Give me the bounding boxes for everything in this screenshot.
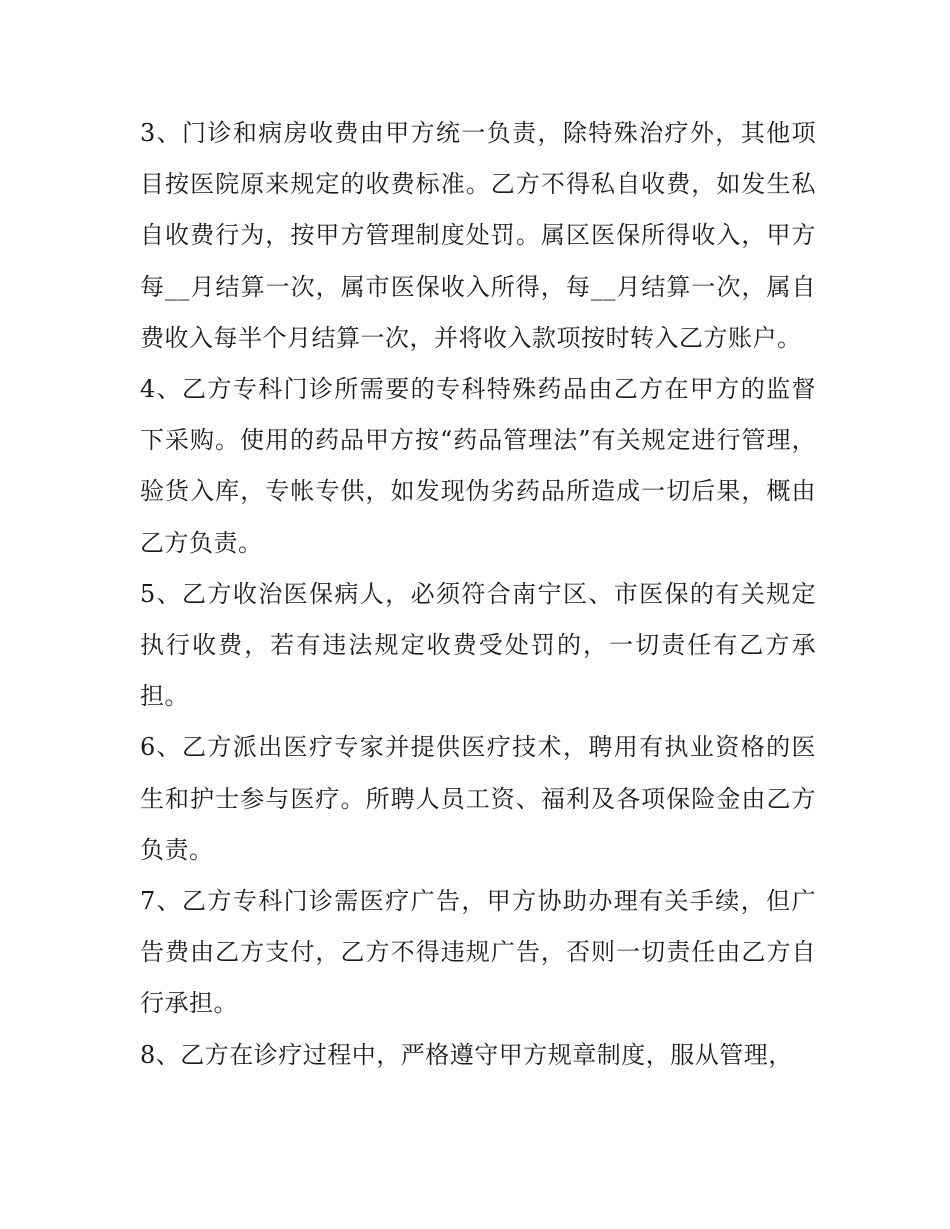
clause-6: 6、乙方派出医疗专家并提供医疗技术，聘用有执业资格的医生和护士参与医疗。所聘人员工资、福利及各项保险金由乙方负责。 [140,733,816,864]
clause-4: 4、乙方专科门诊所需要的专科特殊药品由乙方在甲方的监督下采购。使用的药品甲方按“药品管理法”有关规定进行管理，验货入库，专帐专供，如发现伪劣药品所造成一切后果，概由乙方负责。 [140,375,816,557]
clause-7: 7、乙方专科门诊需医疗广告，甲方协助办理有关手续，但广告费由乙方支付，乙方不得违规广告，否则一切责任由乙方自行承担。 [140,887,816,1018]
clause-3: 3、门诊和病房收费由甲方统一负责，除特殊治疗外，其他项目按医院原来规定的收费标准。乙方不得私自收费，如发生私自收费行为，按甲方管理制度处罚。属区医保所得收入，甲方每__月结算一次，属市医保收入所得，每__月结算一次，属自费收入每半个月结算一次，并将收入款项按时转入乙方账户。 [140,119,816,352]
clause-8: 8、乙方在诊疗过程中，严格遵守甲方规章制度，服从管理， [140,1040,793,1069]
clause-5: 5、乙方收治医保病人，必须符合南宁区、市医保的有关规定执行收费，若有违法规定收费受处罚的，一切责任有乙方承担。 [140,579,816,711]
document-page [140,108,816,1081]
